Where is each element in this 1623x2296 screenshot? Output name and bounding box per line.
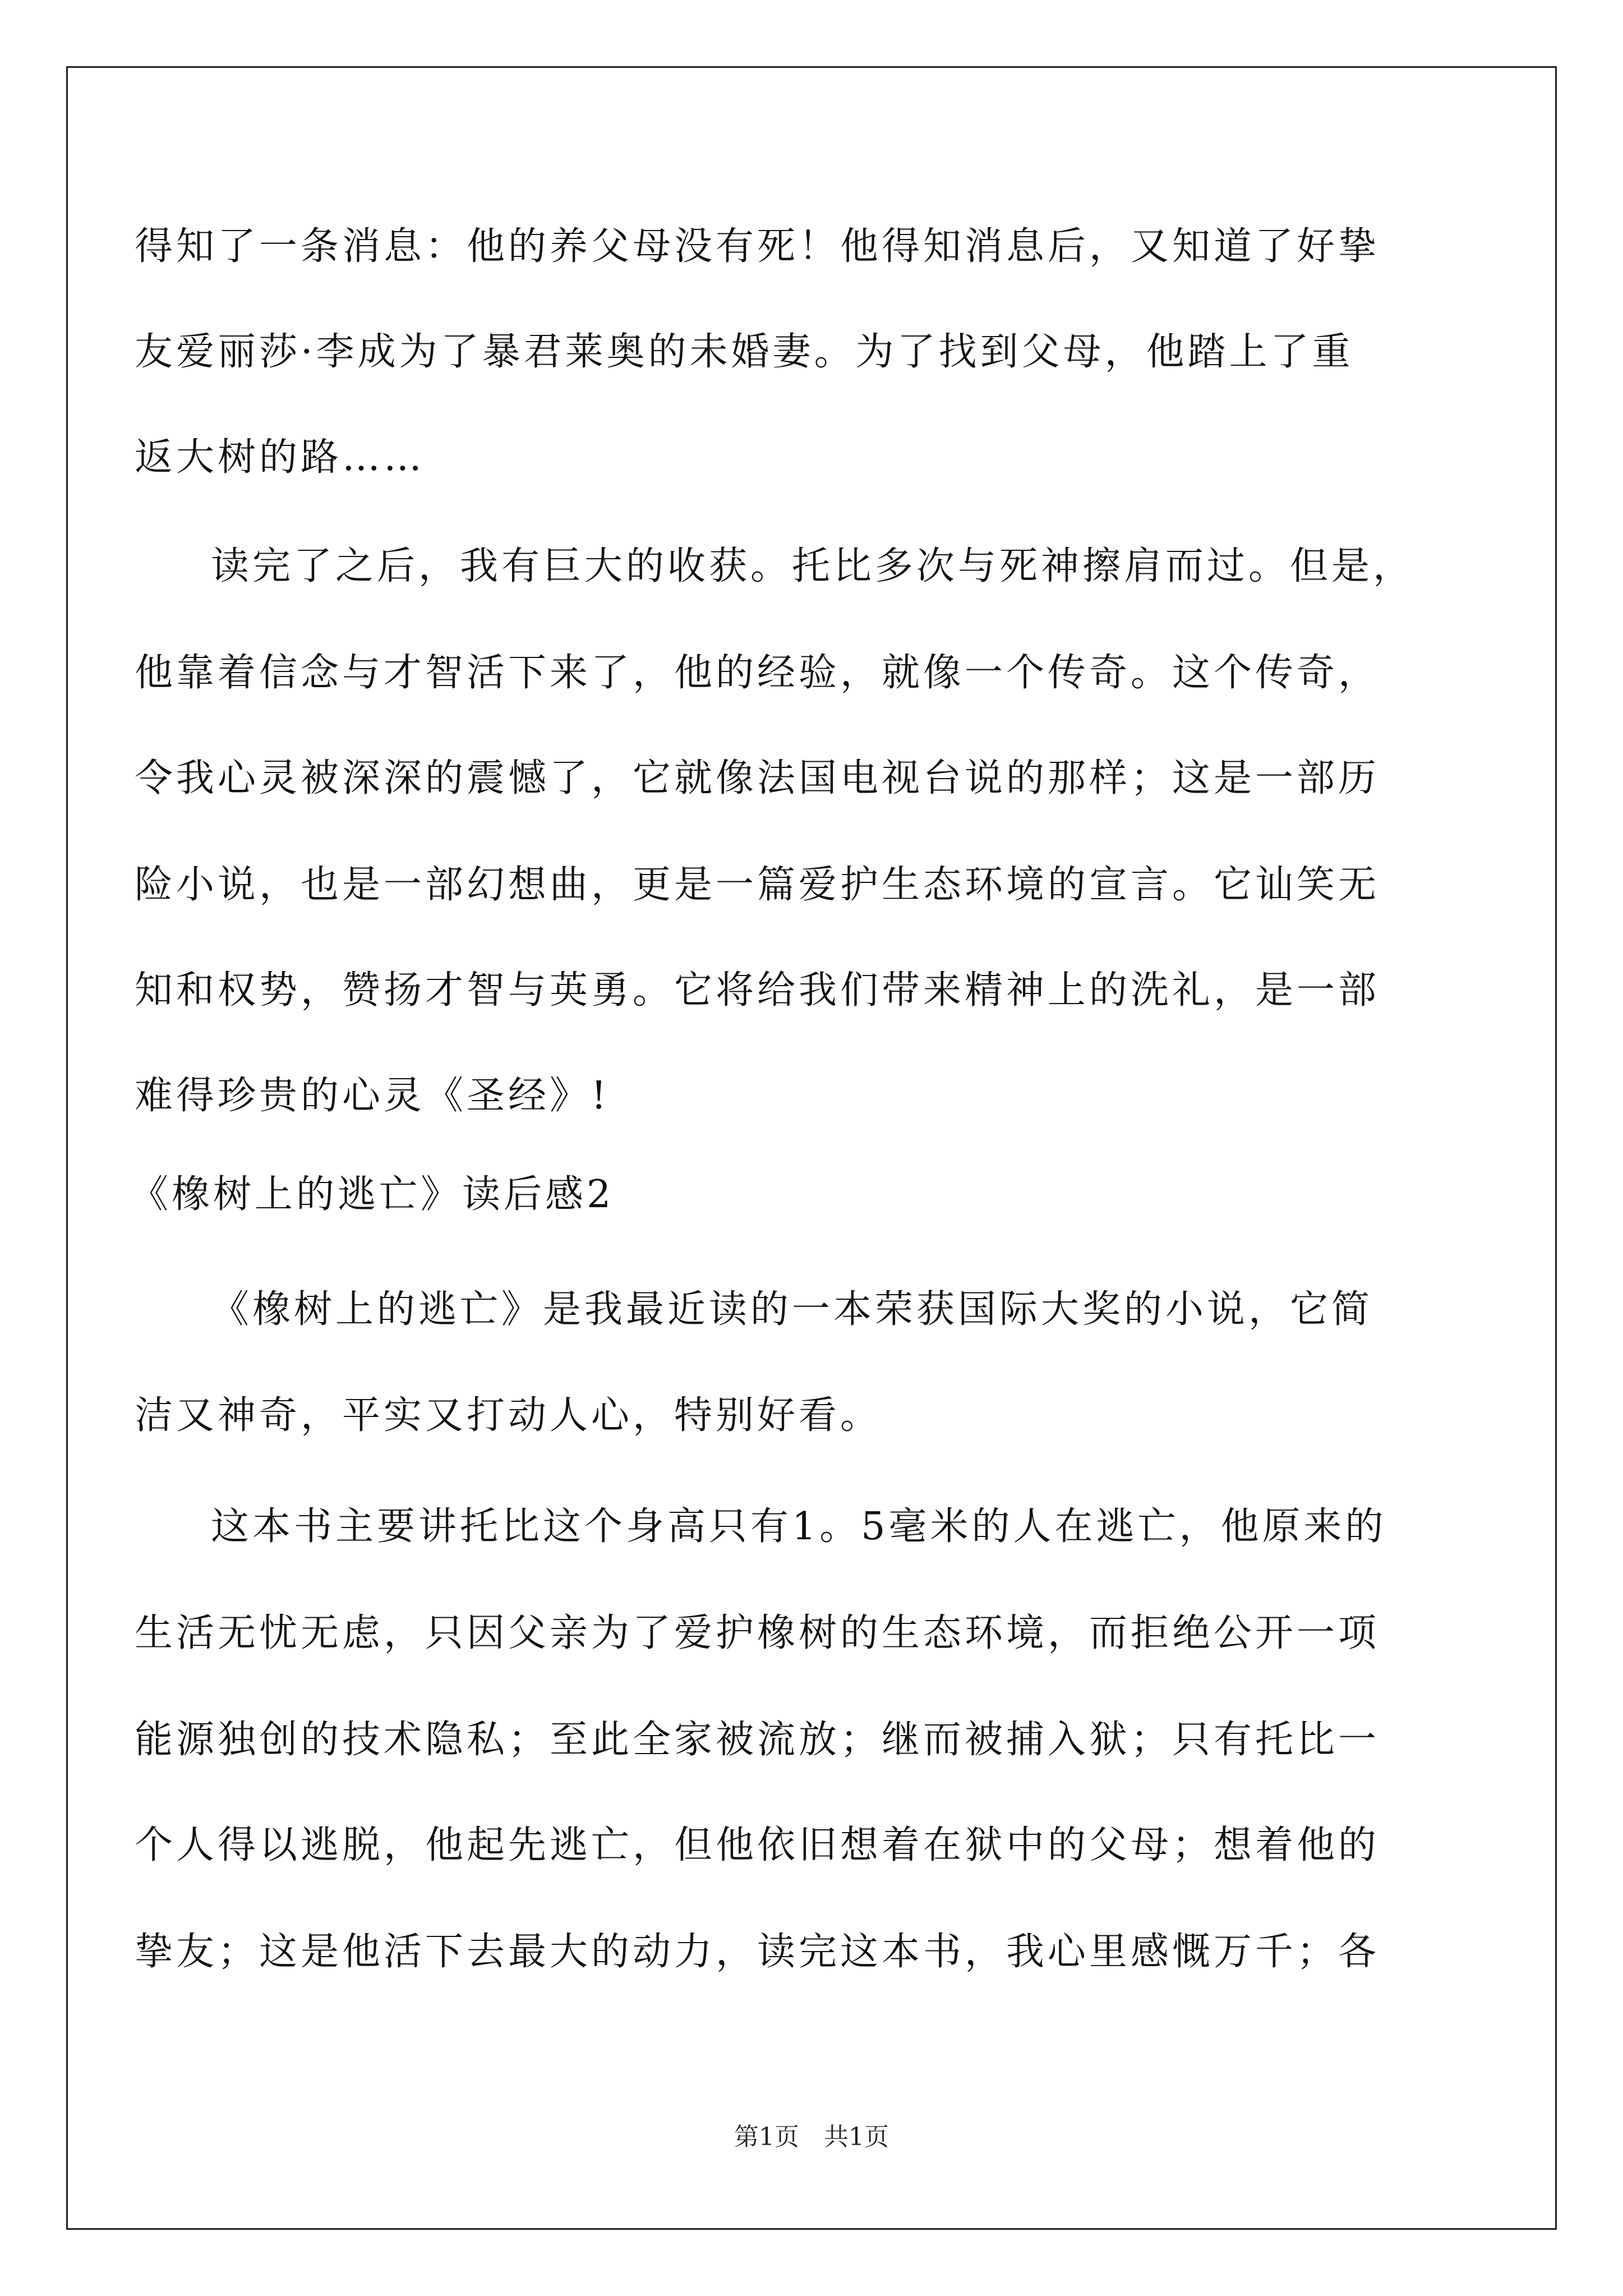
section-heading: 《橡树上的逃亡》读后感2 xyxy=(130,1172,615,1217)
page-number: 第1页 共1页 xyxy=(734,2123,889,2151)
text-line: 他靠着信念与才智活下来了，他的经验，就像一个传奇。这个传奇， xyxy=(135,651,1380,695)
text-line: 返大树的路…… xyxy=(135,435,426,480)
text-line: 知和权势，赞扬才智与英勇。它将给我们带来精神上的洗礼，是一部 xyxy=(135,968,1380,1013)
text-line: 友爱丽莎·李成为了暴君莱奥的未婚妻。为了找到父母，他踏上了重 xyxy=(135,330,1354,374)
text-line: 难得珍贵的心灵《圣经》! xyxy=(135,1074,610,1118)
text-line: 得知了一条消息：他的养父母没有死！他得知消息后，又知道了好挚 xyxy=(135,224,1380,269)
text-line: 令我心灵被深深的震憾了，它就像法国电视台说的那样；这是一部历 xyxy=(135,756,1380,800)
text-line: 险小说，也是一部幻想曲，更是一篇爱护生态环境的宣言。它讪笑无 xyxy=(135,863,1380,907)
text-line: 洁又神奇，平实又打动人心，特别好看。 xyxy=(135,1393,882,1438)
paragraph-first-line: 《橡树上的逃亡》是我最近读的一本荣获国际大奖的小说，它简 xyxy=(211,1287,1373,1332)
text-line: 挚友；这是他活下去最大的动力，读完这本书，我心里感慨万千；各 xyxy=(135,1930,1380,1974)
text-line: 生活无忧无虑，只因父亲为了爱护橡树的生态环境，而拒绝公开一项 xyxy=(135,1611,1380,1655)
text-line: 个人得以逃脱，他起先逃亡，但他依旧想着在狱中的父母；想着他的 xyxy=(135,1823,1380,1867)
paragraph-first-line: 读完了之后，我有巨大的收获。托比多次与死神擦肩而过。但是， xyxy=(211,544,1415,588)
paragraph-first-line: 这本书主要讲托比这个身高只有1。5毫米的人在逃亡，他原来的 xyxy=(211,1504,1387,1549)
text-line: 能源独创的技术隐私；至此全家被流放；继而被捕入狱；只有托比一 xyxy=(135,1718,1380,1762)
page-border xyxy=(66,66,1557,2230)
